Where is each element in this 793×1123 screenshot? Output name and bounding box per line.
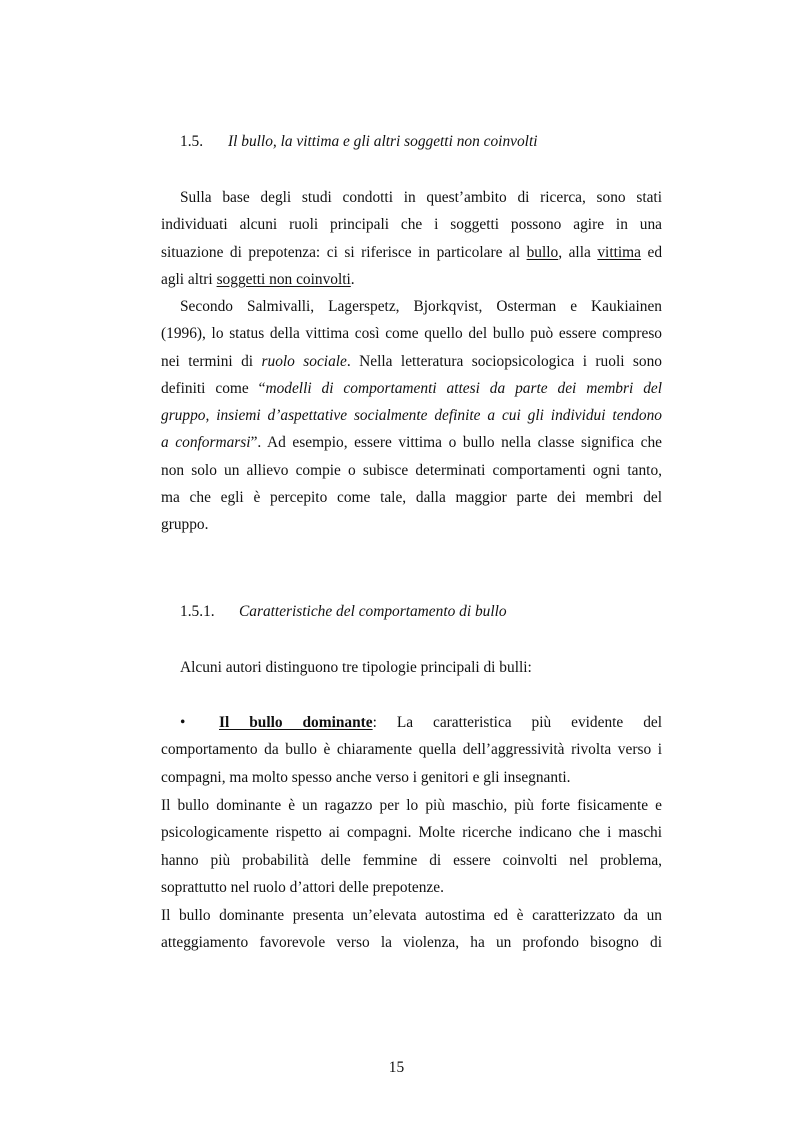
subsection-number: 1.5.1.	[180, 603, 215, 620]
paragraph-dominant-traits	[161, 792, 662, 901]
section-heading	[0, 128, 793, 155]
text-line: definiti come “modelli di comportamenti attesi da parte dei membri del	[161, 379, 662, 397]
text-line: soprattutto nel ruolo d’attori delle prepotenze.	[161, 878, 444, 896]
bullet-item-dominant-bully	[161, 709, 662, 791]
term-soggetti-non-coinvolti: soggetti non coinvolti	[216, 270, 351, 288]
term-vittima: vittima	[597, 243, 641, 261]
paragraph-self-esteem	[161, 902, 662, 957]
text-line: individuati alcuni ruoli principali che i soggetti possono agire in una	[161, 216, 662, 234]
text-line: hanno più probabilità delle femmine di essere coinvolti nel problema,	[161, 851, 662, 869]
text-line: nei termini di ruolo sociale. Nella letteratura sociopsicologica i ruoli sono	[161, 352, 662, 370]
term-bullo-dominante: Il bullo dominante	[219, 714, 373, 731]
section-title: Il bullo, la vittima e gli altri soggetti non coinvolti	[228, 133, 538, 150]
text-line: Il bullo dominante presenta un’elevata autostima ed è caratterizzato da un	[161, 907, 662, 924]
text-line: situazione di prepotenza: ci si riferisce in particolare al bullo, alla vittima ed	[161, 243, 662, 261]
subsection-title: Caratteristiche del comportamento di bullo	[239, 603, 507, 620]
text-line: gruppo, insiemi d’aspettative socialmente definite a cui gli individui tendono	[161, 407, 662, 425]
term-bullo: bullo	[526, 243, 559, 261]
bullet-icon: •	[180, 714, 186, 731]
text-line: • Il bullo dominante: La caratteristica più evidente del	[161, 709, 662, 736]
paragraph-social-role	[161, 293, 662, 539]
text-line: psicologicamente rispetto ai compagni. Molte ricerche indicano che i maschi	[161, 824, 662, 842]
text-line: comportamento da bullo è chiaramente quella dell’aggressività rivolta verso i	[161, 741, 662, 759]
text-line: (1996), lo status della vittima così come quello del bullo può essere compreso	[161, 325, 662, 343]
text-line: Sulla base degli studi condotti in quest’ambito di ricerca, sono stati	[180, 189, 662, 206]
section-number: 1.5.	[180, 133, 204, 150]
text-line: ma che egli è percepito come tale, dalla maggior parte dei membri del	[161, 489, 662, 507]
subsection-heading	[0, 598, 793, 625]
text-line: Alcuni autori distinguono tre tipologie principali di bulli:	[180, 659, 532, 676]
text-line: agli altri soggetti non coinvolti.	[161, 270, 355, 288]
text-line: atteggiamento favorevole verso la violenza, ha un profondo bisogno di	[161, 934, 662, 952]
text-line: compagni, ma molto spesso anche verso i genitori e gli insegnanti.	[161, 768, 571, 786]
text-line: Il bullo dominante è un ragazzo per lo più maschio, più forte fisicamente e	[161, 797, 662, 814]
text-line: gruppo.	[161, 516, 209, 534]
text-line: a conformarsi”. Ad esempio, essere vittima o bullo nella classe significa che	[161, 434, 662, 452]
text-line: non solo un allievo compie o subisce determinati comportamenti ogni tanto,	[161, 461, 662, 479]
paragraph-roles	[161, 184, 662, 293]
text-line: Secondo Salmivalli, Lagerspetz, Bjorkqvist, Osterman e Kaukiainen	[180, 298, 662, 315]
page-number: 15	[388, 1059, 405, 1076]
intro-paragraph	[161, 654, 662, 681]
